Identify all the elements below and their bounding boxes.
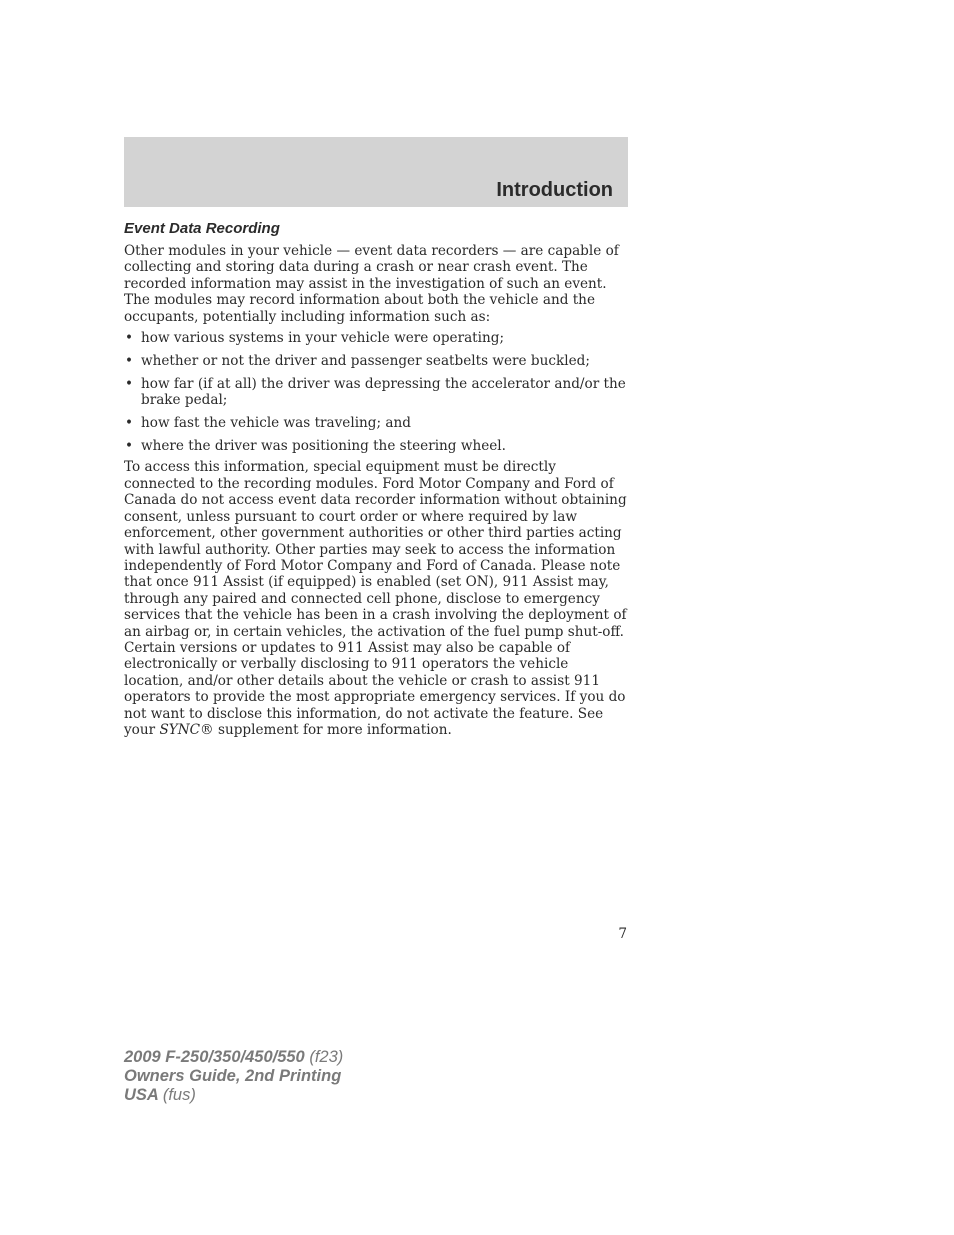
section-header-band bbox=[124, 137, 628, 207]
bullet-icon: • bbox=[125, 415, 134, 432]
body-paragraph bbox=[124, 459, 630, 738]
bullet-icon: • bbox=[125, 352, 134, 369]
list-item bbox=[124, 415, 630, 431]
list-item-text: whether or not the driver and passenger seatbelts were buckled; bbox=[141, 352, 590, 369]
section-title: Event Data Recording bbox=[124, 220, 280, 237]
intro-paragraph: Other modules in your vehicle — event data recorders — are capable of collecting and storing data during a crash or near crash event. The recorded information may assist in the investigation of such an event. The modules may record information about both the vehicle and the occupants, potentially including information such as: bbox=[124, 243, 619, 325]
list-item bbox=[124, 330, 630, 346]
page-content bbox=[124, 219, 630, 738]
footer-model: 2009 F-250/350/450/550 bbox=[124, 1048, 305, 1066]
bullet-icon: • bbox=[125, 438, 134, 455]
list-item bbox=[124, 438, 630, 454]
info-bullet-list bbox=[124, 330, 630, 454]
body-text-end: supplement for more information. bbox=[213, 721, 452, 738]
footer-model-code: (f23) bbox=[309, 1048, 344, 1066]
bullet-icon: • bbox=[125, 330, 134, 347]
list-item bbox=[124, 353, 630, 369]
list-item-text: where the driver was positioning the steering wheel. bbox=[141, 438, 506, 455]
sync-reference: SYNC® bbox=[159, 721, 214, 738]
footer-publication-info bbox=[124, 1048, 343, 1105]
footer-line-guide bbox=[124, 1067, 343, 1086]
footer-market-code: (fus) bbox=[162, 1086, 196, 1104]
list-item-text: how various systems in your vehicle were operating; bbox=[141, 330, 505, 347]
footer-line-market bbox=[124, 1086, 343, 1105]
list-item-text: how far (if at all) the driver was depressing the accelerator and/or the brake pedal; bbox=[141, 375, 626, 409]
list-item bbox=[124, 376, 630, 409]
page-number: 7 bbox=[618, 926, 627, 942]
list-item-text: how fast the vehicle was traveling; and bbox=[141, 415, 411, 432]
body-text: To access this information, special equipment must be directly connected to the recording modules. Ford Motor Company and Ford of Canada do not access event data recorder information without obtaining consent, unless pursuant to court order or where required by law enforcement, other government authorities or other third parties acting with lawful authority. Other parties may seek to access the information independently of Ford Motor Company and Ford of Canada. Please note that once 911 Assist (if equipped) is enabled (set ON), 911 Assist may, through any paired and connected cell phone, disclose to emergency services that the vehicle has been in a crash involving the deployment of an airbag or, in certain vehicles, the activation of the fuel pump shut-off. Certain versions or updates to 911 Assist may also be capable of electronically or verbally disclosing to 911 operators the vehicle location, and/or other details about the vehicle or crash to assist 911 operators to provide the most appropriate emergency services. If you do not want to disclose this information, do not activate the feature. See your bbox=[124, 459, 627, 738]
footer-guide: Owners Guide, 2nd Printing bbox=[124, 1067, 342, 1085]
section-header-title: Introduction bbox=[496, 179, 613, 201]
footer-line-model bbox=[124, 1048, 343, 1067]
footer-market: USA bbox=[124, 1086, 159, 1104]
bullet-icon: • bbox=[125, 375, 134, 392]
